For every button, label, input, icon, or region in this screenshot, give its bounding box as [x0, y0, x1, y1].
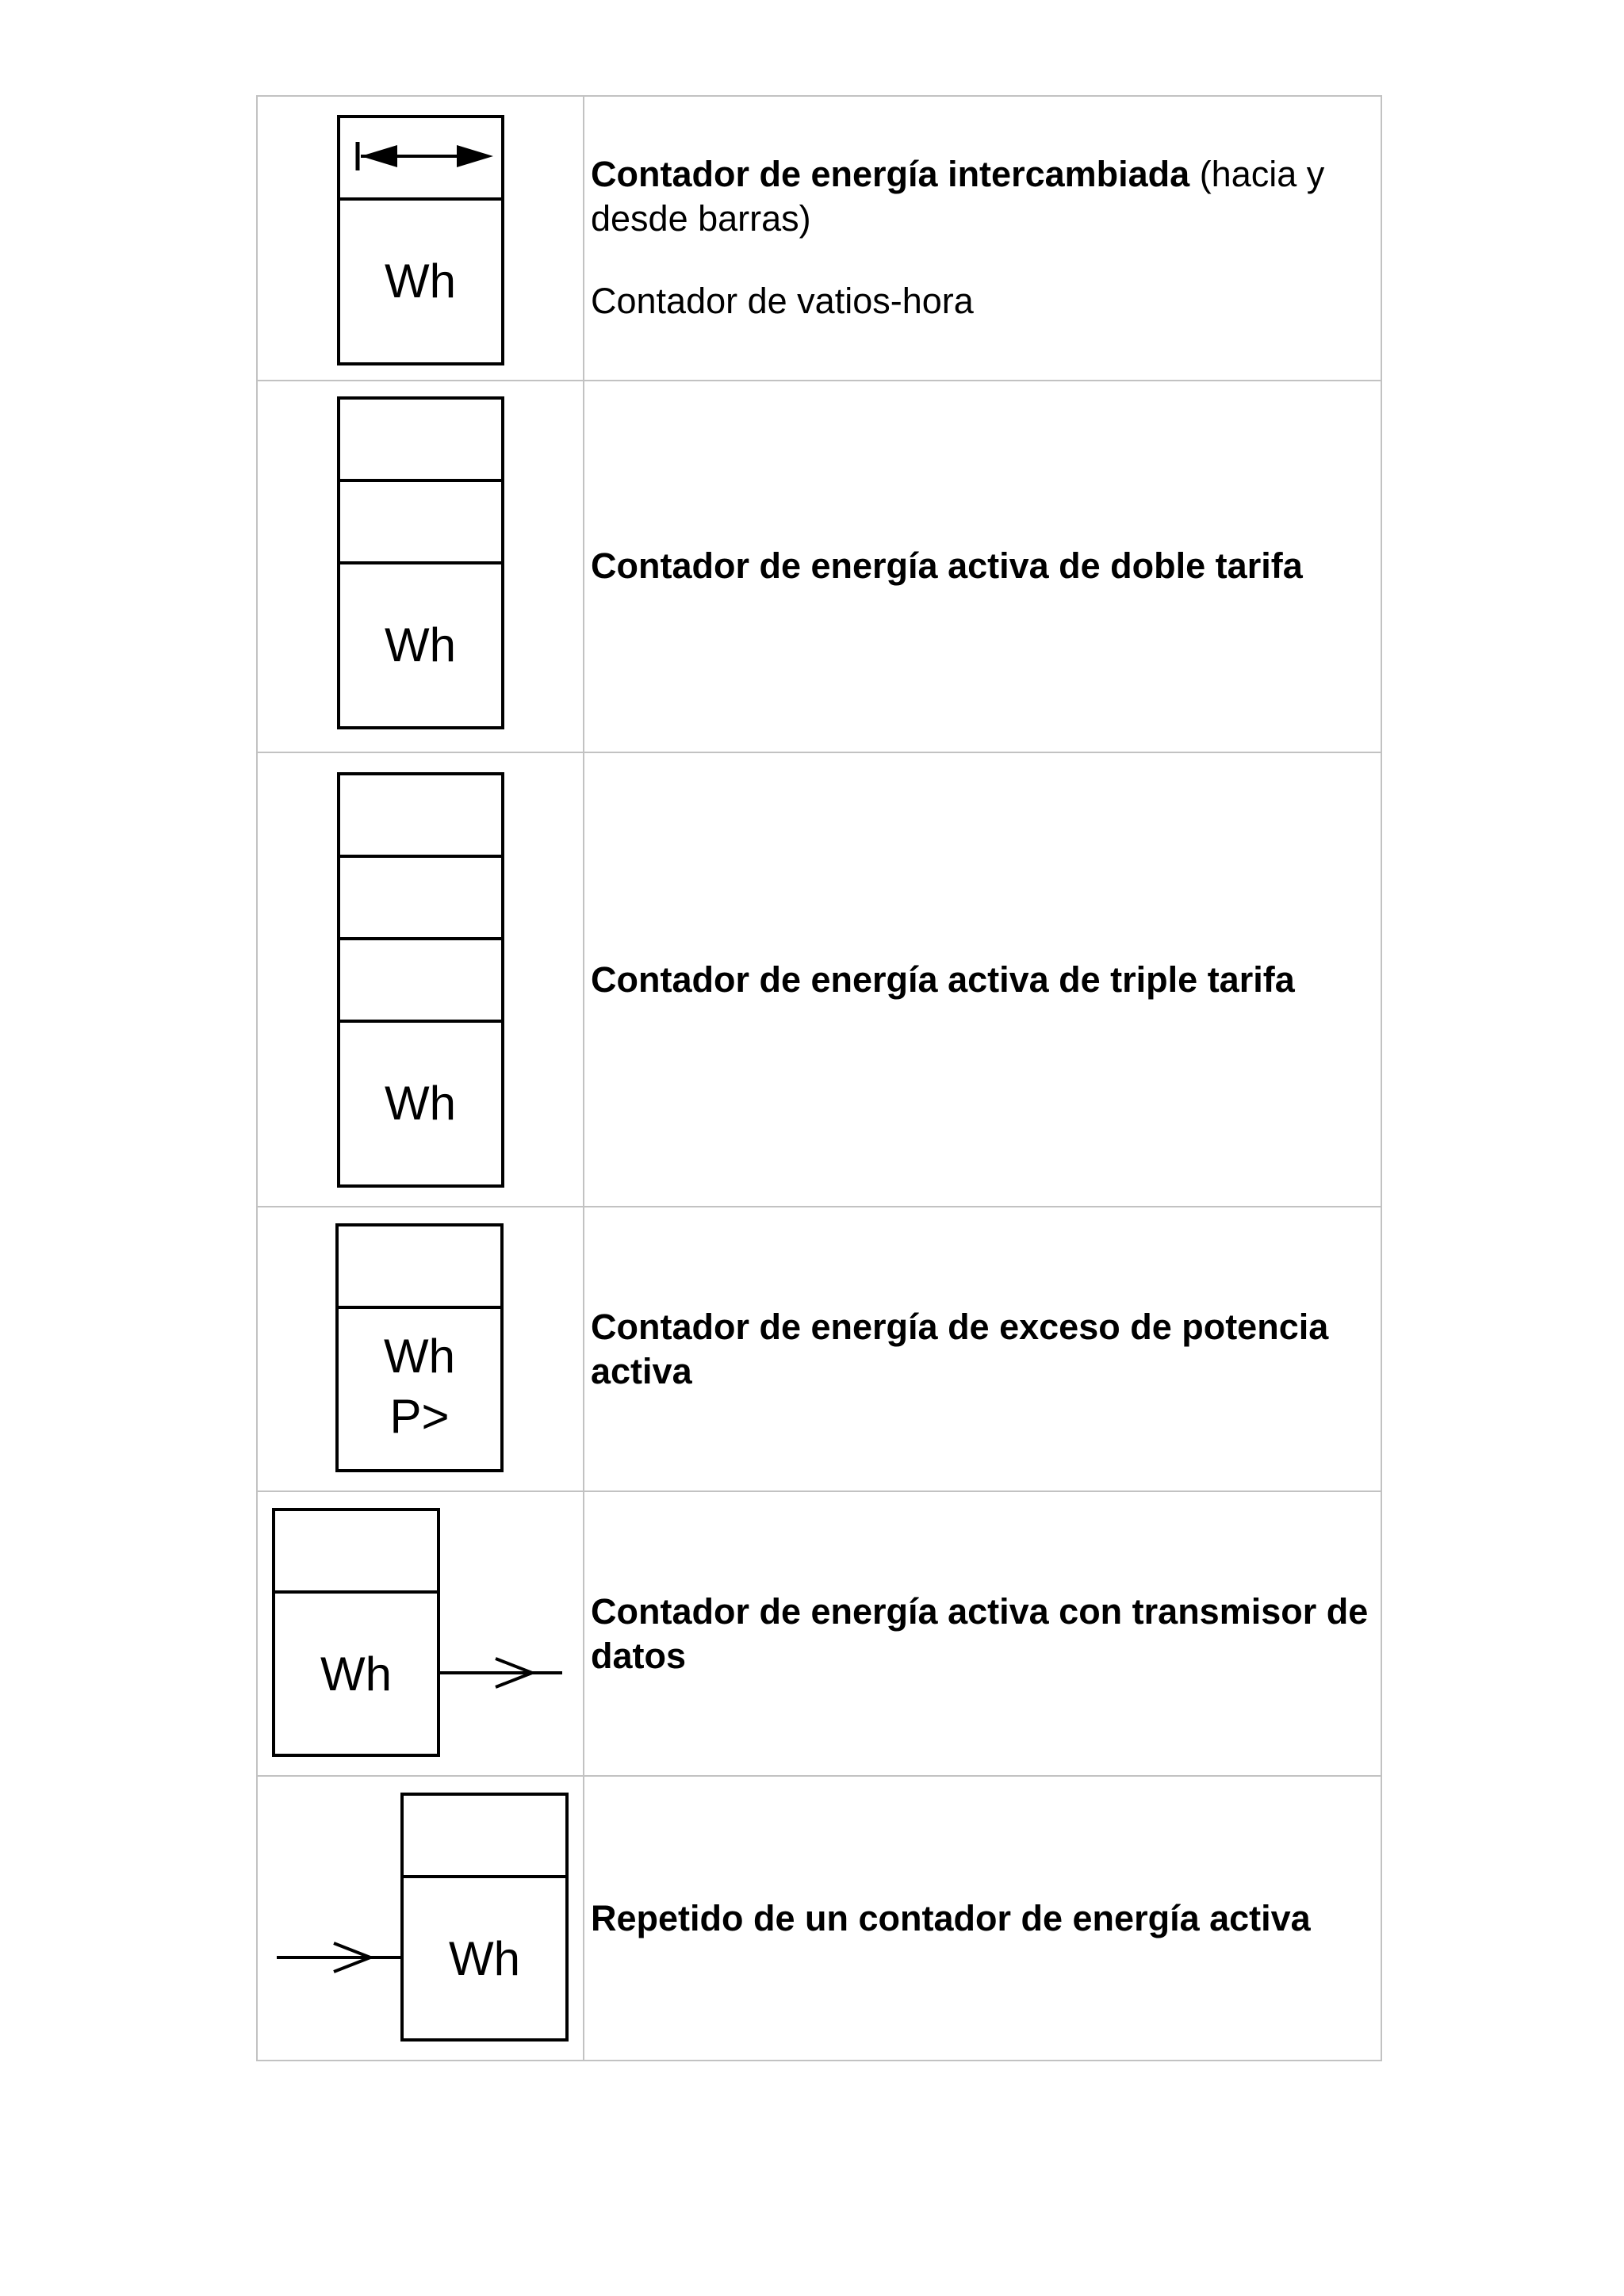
description-cell — [584, 96, 1381, 381]
exchanged-energy-meter-symbol — [258, 98, 583, 378]
table-row — [257, 1776, 1381, 2061]
symbol-label-secondary: P> — [389, 1389, 450, 1443]
description-cell — [584, 381, 1381, 752]
row-description — [591, 152, 1369, 241]
symbol-label: Wh — [320, 1647, 392, 1701]
row-title-rest: (hacia y desde barras) — [591, 154, 1325, 239]
symbol-label: Wh — [385, 1076, 456, 1130]
table-row — [257, 381, 1381, 752]
row-title: Contador de energía activa de doble tarifa — [591, 545, 1303, 587]
dual-tariff-meter-symbol — [258, 382, 583, 750]
row-description — [591, 544, 1369, 588]
symbol-cell — [257, 752, 584, 1207]
symbol-cell — [257, 381, 584, 752]
outgoing-arrow-icon — [439, 1659, 562, 1687]
description-cell — [584, 1207, 1381, 1491]
symbol-cell — [257, 1776, 584, 2061]
symbol-cell — [257, 96, 584, 381]
row-subtitle: Contador de vatios-hora — [591, 281, 974, 322]
row-description — [591, 1590, 1369, 1678]
bidirectional-arrow-icon — [358, 142, 493, 170]
row-title: Contador de energía activa de triple tarifa — [591, 959, 1295, 1000]
row-title: Contador de energía de exceso de potencia activa — [591, 1306, 1329, 1391]
description-cell — [584, 1776, 1381, 2061]
symbols-table — [256, 95, 1382, 2061]
row-description — [591, 958, 1369, 1002]
row-title: Contador de energía intercambiada — [591, 154, 1190, 195]
row-description — [591, 1896, 1369, 1941]
row-title: Repetido de un contador de energía activa — [591, 1897, 1311, 1938]
data-transmitter-meter-symbol — [258, 1494, 583, 1774]
incoming-arrow-icon — [277, 1943, 402, 1972]
symbol-label: Wh — [385, 618, 456, 672]
description-cell — [584, 1491, 1381, 1776]
symbol-label: Wh — [449, 1931, 520, 1985]
table-row — [257, 1207, 1381, 1491]
symbol-label: Wh — [384, 1329, 455, 1383]
table-row — [257, 752, 1381, 1207]
symbol-cell — [257, 1491, 584, 1776]
table-row — [257, 1491, 1381, 1776]
row-title: Contador de energía activa con transmisor de datos — [591, 1590, 1369, 1676]
row-description — [591, 1305, 1369, 1394]
excess-power-meter-symbol — [258, 1209, 583, 1490]
table-row — [257, 96, 1381, 381]
repeater-meter-symbol — [258, 1778, 583, 2059]
description-cell — [584, 752, 1381, 1207]
symbol-label: Wh — [385, 254, 456, 308]
triple-tariff-meter-symbol — [258, 755, 583, 1205]
symbol-cell — [257, 1207, 584, 1491]
